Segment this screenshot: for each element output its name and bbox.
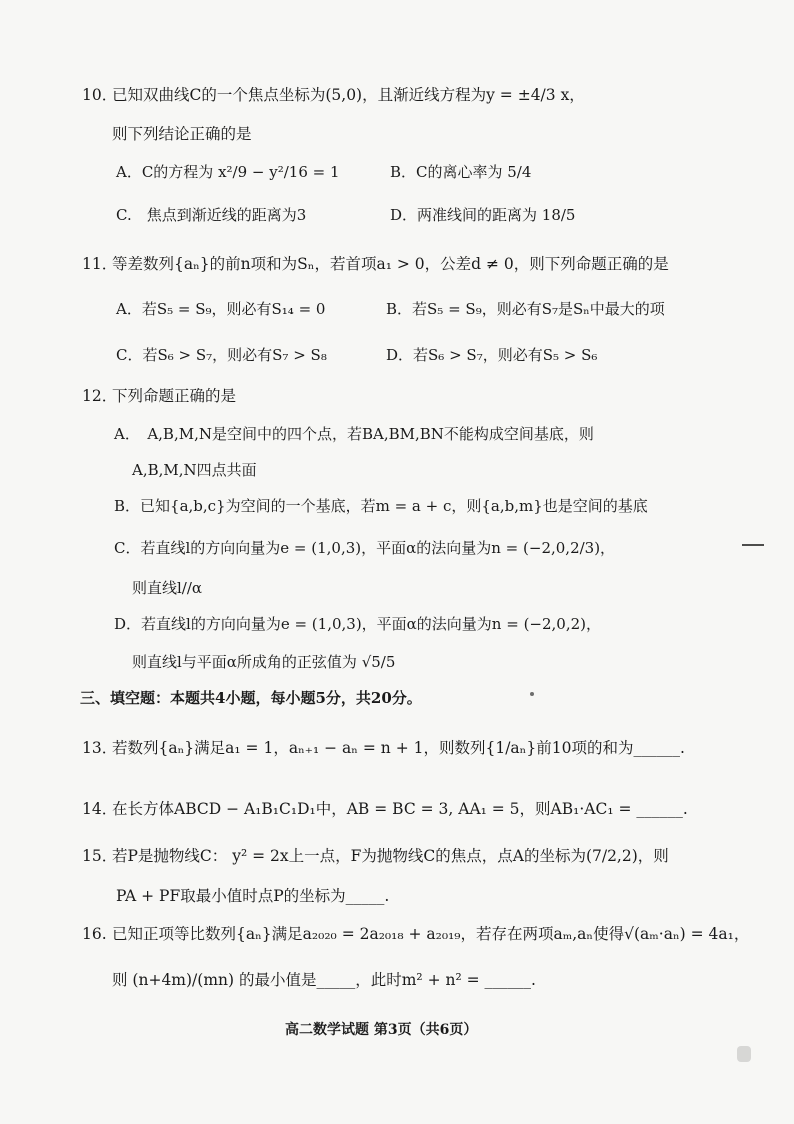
q15-text-line2: PA + PF取最小值时点P的坐标为_____. bbox=[116, 887, 390, 905]
q15-text: 若P是抛物线C： y² = 2x上一点，F为抛物线C的焦点，点A的坐标为(7/2,2)，则 bbox=[112, 847, 669, 865]
q10-option-d: D．两准线间的距离为 18/5 bbox=[390, 206, 576, 224]
q12-option-c: C．若直线l的方向向量为e = (1,0,3)，平面α的法向量为n = (−2,0,2/3)， bbox=[114, 539, 616, 557]
section-3-heading: 三、填空题：本题共4小题，每小题5分，共20分。 bbox=[80, 689, 422, 707]
q12-option-a: A． A,B,M,N是空间中的四个点，若BA,BM,BN不能构成空间基底，则 bbox=[114, 425, 594, 443]
scan-mark bbox=[742, 544, 764, 546]
q16-text-line2: 则 (n+4m)/(mn) 的最小值是_____，此时m² + n² = ______. bbox=[112, 971, 536, 989]
scan-speck bbox=[530, 692, 534, 696]
q14-number: 14． bbox=[82, 800, 118, 818]
q11-number: 11． bbox=[82, 255, 118, 273]
q10-number: 10． bbox=[82, 86, 118, 104]
q11-option-a: A．若S₅ = S₉，则必有S₁₄ = 0 bbox=[116, 300, 326, 318]
q16-text: 已知正项等比数列{aₙ}满足a₂₀₂₀ = 2a₂₀₁₈ + a₂₀₁₉，若存在两项aₘ,aₙ使得√(aₘ·aₙ) = 4a₁， bbox=[112, 925, 750, 943]
q15-number: 15． bbox=[82, 847, 118, 865]
q12-option-d-line2: 则直线l与平面α所成角的正弦值为 √5/5 bbox=[132, 653, 396, 671]
q10-option-b: B．C的离心率为 5/4 bbox=[390, 163, 532, 181]
q11-stem: 等差数列{aₙ}的前n项和为Sₙ，若首项a₁ > 0，公差d ≠ 0，则下列命题正确的是 bbox=[112, 255, 669, 273]
q11-option-b: B．若S₅ = S₉，则必有S₇是Sₙ中最大的项 bbox=[386, 300, 665, 318]
q16-number: 16. bbox=[82, 925, 107, 943]
page-footer: 高二数学试题 第3页（共6页） bbox=[285, 1022, 478, 1038]
scan-smudge bbox=[737, 1046, 751, 1062]
q10-option-a: A．C的方程为 x²/9 − y²/16 = 1 bbox=[116, 163, 340, 181]
q11-option-c: C．若S₆ > S₇，则必有S₇ > S₈ bbox=[116, 346, 327, 364]
q10-option-c: C. 焦点到渐近线的距离为3 bbox=[116, 206, 307, 224]
q12-option-a-line2: A,B,M,N四点共面 bbox=[132, 461, 257, 479]
q12-option-c-line2: 则直线l//α bbox=[132, 579, 203, 597]
q10-stem: 已知双曲线C的一个焦点坐标为(5,0)，且渐近线方程为y = ±4/3 x， bbox=[112, 86, 585, 104]
q12-number: 12． bbox=[82, 387, 118, 405]
q12-option-b: B．已知{a,b,c}为空间的一个基底，若m = a + c，则{a,b,m}也是空间的基底 bbox=[114, 497, 648, 515]
q13-number: 13． bbox=[82, 739, 118, 757]
q11-option-d: D．若S₆ > S₇，则必有S₅ > S₆ bbox=[386, 346, 598, 364]
q12-stem: 下列命题正确的是 bbox=[112, 387, 237, 405]
q10-stem-line2: 则下列结论正确的是 bbox=[112, 125, 252, 143]
q14-text: 在长方体ABCD − A₁B₁C₁D₁中，AB = BC = 3, AA₁ = 5，则AB₁·AC₁ = ______. bbox=[112, 800, 688, 818]
q13-text: 若数列{aₙ}满足a₁ = 1，aₙ₊₁ − aₙ = n + 1，则数列{1/aₙ}前10项的和为______. bbox=[112, 739, 685, 757]
q12-option-d: D．若直线l的方向向量为e = (1,0,3)，平面α的法向量为n = (−2,0,2)， bbox=[114, 615, 602, 633]
